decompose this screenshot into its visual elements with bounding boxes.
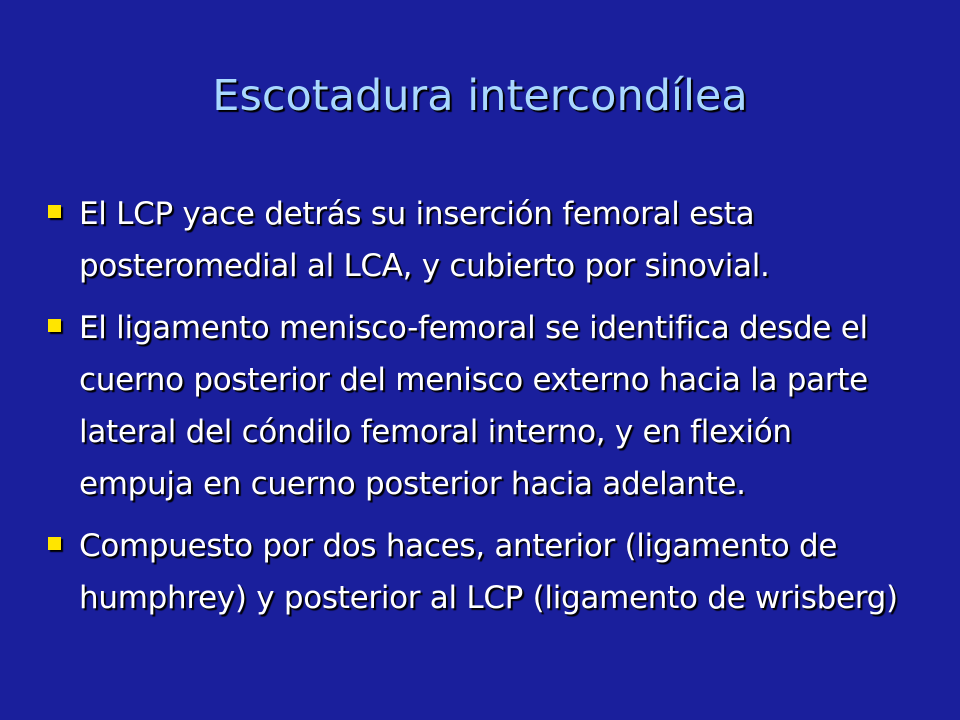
- square-bullet-icon: [48, 205, 61, 218]
- bullet-text: Compuesto por dos haces, anterior (ligamento de humphrey) y posterior al LCP (ligamento de wrisberg): [79, 528, 898, 616]
- bullet-item: [48, 520, 908, 624]
- bullet-list: [48, 188, 908, 634]
- bullet-text: El LCP yace detrás su inserción femoral esta posteromedial al LCA, y cubierto por sinovial.: [79, 196, 770, 284]
- square-bullet-icon: [48, 537, 61, 550]
- square-bullet-icon: [48, 319, 61, 332]
- slide-title: Escotadura intercondílea: [212, 71, 748, 121]
- bullet-item: [48, 188, 908, 292]
- bullet-item: [48, 302, 908, 510]
- bullet-text: El ligamento menisco-femoral se identifica desde el cuerno posterior del menisco externo hacia la parte lateral del cóndilo femoral interno, y en flexión empuja en cuerno posterior hacia adelante.: [79, 310, 868, 502]
